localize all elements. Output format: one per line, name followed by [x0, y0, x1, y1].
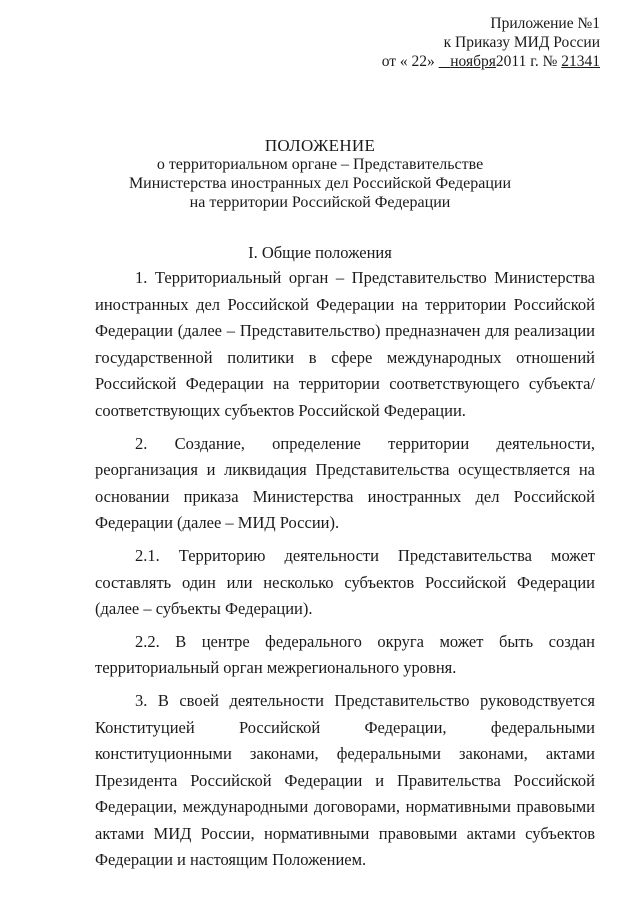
annex-order-number: 21341: [561, 53, 600, 70]
paragraph-3: 3. В своей деятельности Представительство руководствуется Конституцией Российской Федерации, федеральными конституционными законами, федеральными законами, актами Президента Российской Федерации и Правительства Российской Федерации, международными договорами, нормативными правовыми актами МИД России, нормативными правовыми актами субъектов Федерации и настоящим Положением.: [95, 690, 595, 870]
annex-date-day: от « 22»: [381, 53, 435, 70]
annex-date-month: ноября: [450, 53, 496, 70]
title-line-1: о территориальном органе – Представительстве: [156, 156, 484, 173]
paragraph-2-1: 2.1. Территорию деятельности Представительства может составлять один или несколько субъектов Российской Федерации (далее – субъекты Федерации).: [95, 545, 595, 619]
paragraph-2: 2. Создание, определение территории деятельности, реорганизация и ликвидация Представительства осуществляется на основании приказа Министерства иностранных дел Российской Федерации (далее – МИД России).: [95, 433, 595, 533]
paragraph-1: 1. Территориальный орган – Представительство Министерства иностранных дел Российской Федерации на территории Российской Федерации (далее – Представительство) предназначен для реализации государственной политики в сфере международных отношений Российской Федерации на территории соответствующего субъекта/соответствующих субъектов Российской Федерации.: [95, 268, 595, 420]
annex-date-year: 2011 г. №: [495, 53, 558, 70]
document-body: [95, 265, 595, 880]
annex-header: [382, 14, 600, 71]
annex-title: Приложение №1: [490, 15, 600, 32]
section-heading: I. Общие положения: [248, 243, 392, 262]
annex-order-ref: к Приказу МИД России: [443, 34, 600, 51]
title-main: ПОЛОЖЕНИЕ: [264, 136, 376, 155]
document-title: [0, 136, 640, 212]
title-line-2: Министерства иностранных дел Российской Федерации: [128, 175, 512, 192]
annex-date-line: [382, 52, 600, 71]
paragraph-2-2: 2.2. В центре федерального округа может быть создан территориальный орган межрегионального уровня.: [95, 631, 595, 678]
title-line-3: на территории Российской Федерации: [189, 194, 451, 211]
